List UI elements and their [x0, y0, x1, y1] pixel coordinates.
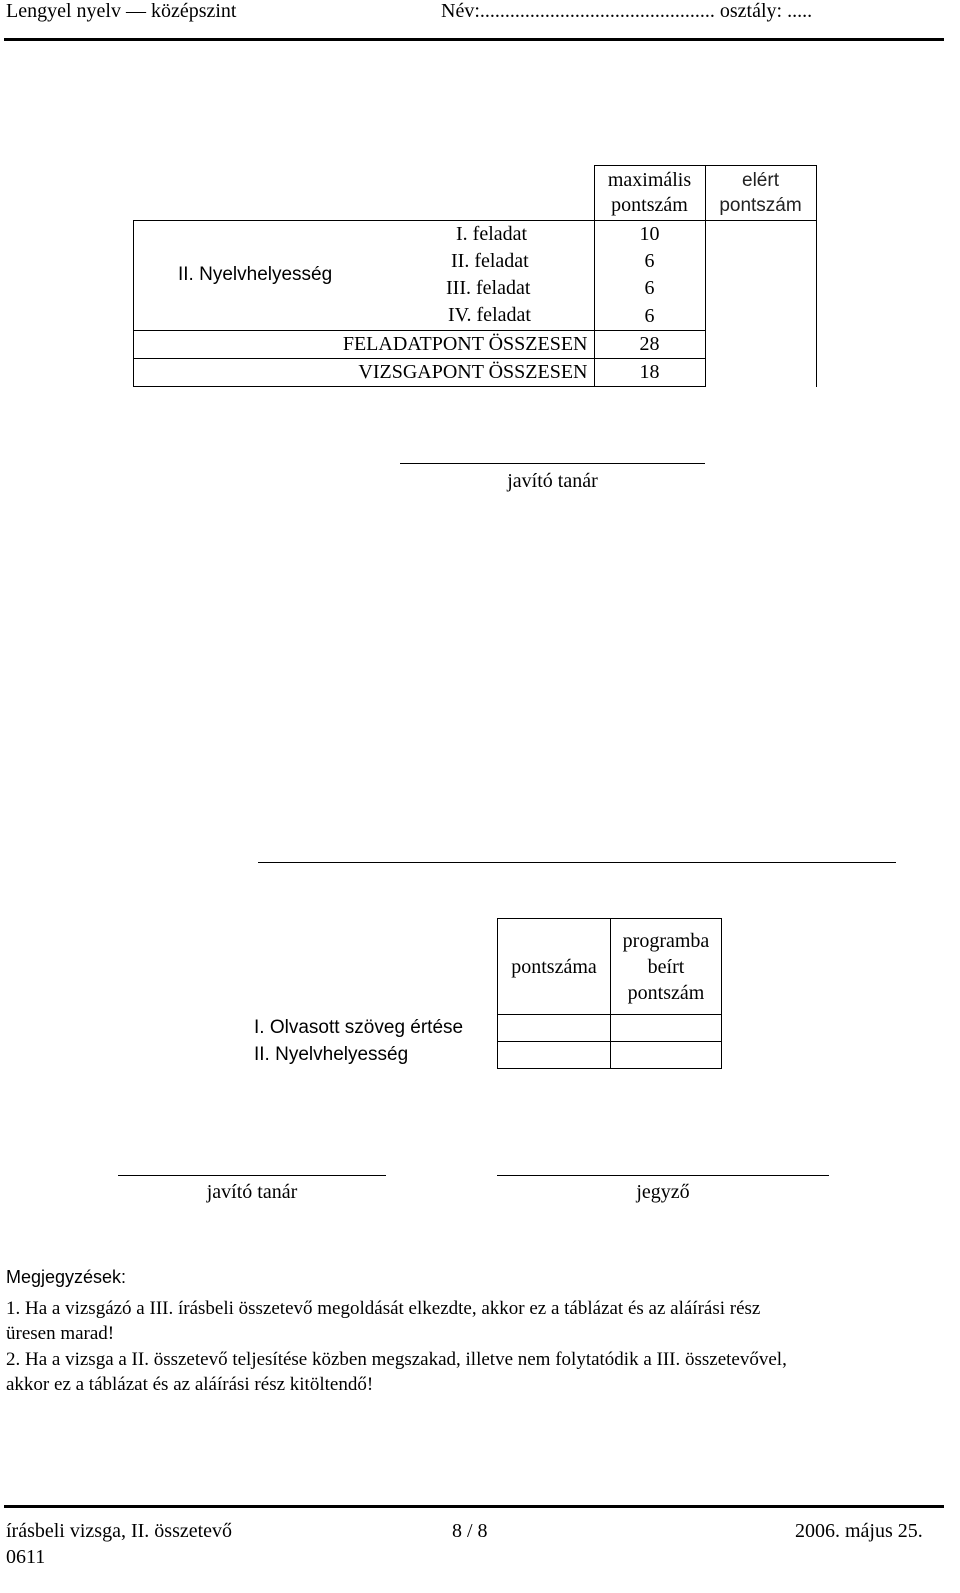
- total-task-max: 28: [594, 331, 705, 359]
- signature-label-1: javító tanár: [507, 470, 598, 492]
- signature-label-notary: jegyző: [636, 1181, 690, 1203]
- section-label: II. Nyelvhelyesség: [178, 264, 333, 285]
- result-row-2-points: [498, 1042, 611, 1069]
- col-program-points: programba beírt pontszám: [611, 919, 722, 1015]
- col-points: pontszáma: [498, 919, 611, 1015]
- reached-column: [705, 221, 816, 387]
- footer-date: 2006. május 25.: [795, 1520, 923, 1542]
- result-row-2-label: II. Nyelvhelyesség: [254, 1044, 409, 1065]
- header-subject: Lengyel nyelv — középszint: [6, 0, 237, 22]
- total-exam-max: 18: [594, 359, 705, 387]
- task-max-2: 6: [594, 248, 705, 275]
- note-1-line-2: üresen marad!: [6, 1323, 115, 1344]
- total-task-label: FELADATPONT ÖSSZESEN: [134, 331, 595, 359]
- task-label-4: IV. feladat: [448, 304, 531, 326]
- score-table: [133, 165, 817, 387]
- task-max-4: 6: [594, 302, 705, 331]
- footer-left: írásbeli vizsga, II. összetevő: [6, 1520, 233, 1542]
- task-max-1: 10: [594, 221, 705, 249]
- result-row-1-program: [611, 1015, 722, 1042]
- task-label-2: II. feladat: [451, 250, 529, 272]
- result-row-1-points: [498, 1015, 611, 1042]
- signature-line-teacher: [118, 1175, 386, 1176]
- task-max-3: 6: [594, 275, 705, 302]
- note-1-line-1: 1. Ha a vizsgázó a III. írásbeli összetevő megoldását elkezdte, akkor ez a táblázat és az aláírási rész: [6, 1298, 761, 1319]
- task-label-3: III. feladat: [446, 277, 531, 299]
- header-rule: [4, 38, 944, 41]
- footer-page: 8 / 8: [452, 1520, 488, 1542]
- note-2-line-1: 2. Ha a vizsga a II. összetevő teljesítése közben megszakad, illetve nem folytatódik a III. összetevővel,: [6, 1349, 787, 1370]
- footer-rule: [4, 1505, 944, 1508]
- section-cell: [134, 221, 595, 331]
- task-label-1: I. feladat: [456, 223, 528, 245]
- col-reached-header: elért pontszám: [705, 166, 816, 221]
- footer-code: 0611: [6, 1546, 46, 1568]
- notes-title: Megjegyzések:: [6, 1267, 127, 1287]
- result-row-1-label: I. Olvasott szöveg értése: [254, 1017, 464, 1038]
- note-2-line-2: akkor ez a táblázat és az aláírási rész kitöltendő!: [6, 1374, 374, 1395]
- signature-line-1: [400, 463, 705, 464]
- result-row-2-program: [611, 1042, 722, 1069]
- col-max-header: maximális pontszám: [594, 166, 705, 221]
- signature-label-teacher: javító tanár: [206, 1181, 298, 1203]
- section-divider: [258, 862, 896, 863]
- signature-line-notary: [497, 1175, 829, 1176]
- results-table: [250, 918, 722, 1069]
- total-exam-label: VIZSGAPONT ÖSSZESEN: [134, 359, 595, 387]
- header-name-class: Név:............................................... osztály: .....: [441, 0, 813, 22]
